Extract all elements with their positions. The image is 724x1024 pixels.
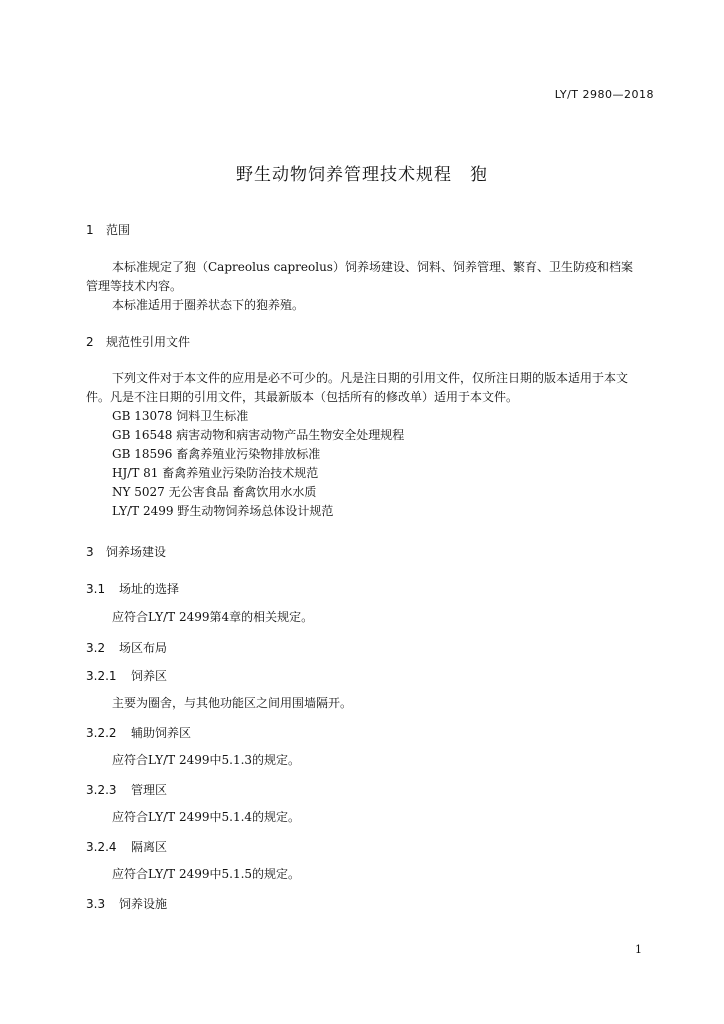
- section-number: 3.3: [86, 897, 106, 911]
- section-title: 范围: [106, 223, 131, 237]
- document-title: 野生动物饲养管理技术规程 狍: [236, 165, 488, 185]
- section-title: 场区布局: [119, 641, 168, 655]
- section-3-2-3-heading: [86, 781, 167, 798]
- section-title: 饲养设施: [119, 897, 168, 911]
- section-3-1-heading: [86, 580, 179, 597]
- reference-item: NY 5027 无公害食品 畜禽饮用水水质: [112, 485, 317, 499]
- section-3-2-heading: [86, 639, 167, 656]
- reference-item: LY/T 2499 野生动物饲养场总体设计规范: [112, 504, 334, 518]
- reference-item: GB 13078 饲料卫生标准: [112, 409, 249, 423]
- section-title: 隔离区: [131, 840, 168, 854]
- section-number: 3: [86, 545, 94, 559]
- section-number: 3.1: [86, 582, 106, 596]
- section-3-2-2-heading: [86, 724, 191, 741]
- reference-item: GB 18596 畜禽养殖业污染物排放标准: [112, 447, 321, 461]
- section-3-heading: [86, 543, 166, 560]
- section-3-2-4-heading: [86, 838, 167, 855]
- section-3-3-heading: [86, 895, 167, 912]
- standard-code: LY/T 2980—2018: [554, 88, 654, 101]
- section-title: 饲养区: [131, 669, 168, 683]
- section-number: 3.2.1: [86, 669, 117, 683]
- section-number: 3.2.2: [86, 726, 117, 740]
- paragraph: 下列文件对于本文件的应用是必不可少的。凡是注日期的引用文件，仅所注日期的版本适用于本文 件。凡是不注日期的引用文件，其最新版本（包括所有的修改单）适用于本文件。: [86, 371, 629, 404]
- paragraph: 应符合LY/T 2499中5.1.3的规定。: [112, 753, 301, 767]
- section-title: 管理区: [131, 783, 168, 797]
- paragraph: 本标准规定了狍（Capreolus capreolus）饲养场建设、饲料、饲养管理、繁育、卫生防疫和档案 管理等技术内容。 本标准适用于圈养状态下的狍养殖。: [86, 260, 633, 312]
- section-title: 辅助饲养区: [131, 726, 192, 740]
- section-number: 3.2: [86, 641, 106, 655]
- section-title: 场址的选择: [119, 582, 180, 596]
- reference-item: HJ/T 81 畜禽养殖业污染防治技术规范: [112, 466, 319, 480]
- paragraph: 应符合LY/T 2499中5.1.5的规定。: [112, 867, 301, 881]
- normative-reference-list: [112, 407, 404, 521]
- section-3-2-1-heading: [86, 667, 167, 684]
- section-number: 1: [86, 223, 94, 237]
- section-title: 饲养场建设: [106, 545, 167, 559]
- paragraph: 主要为圈舍，与其他功能区之间用围墙隔开。: [112, 696, 353, 710]
- page-number: 1: [635, 943, 642, 956]
- section-number: 2: [86, 335, 94, 349]
- paragraph: 应符合LY/T 2499第4章的相关规定。: [112, 610, 314, 624]
- section-number: 3.2.4: [86, 840, 117, 854]
- section-number: 3.2.3: [86, 783, 117, 797]
- section-1-heading: [86, 221, 130, 238]
- section-2-heading: [86, 333, 190, 350]
- paragraph: 应符合LY/T 2499中5.1.4的规定。: [112, 810, 301, 824]
- reference-item: GB 16548 病害动物和病害动物产品生物安全处理规程: [112, 428, 405, 442]
- section-title: 规范性引用文件: [106, 335, 191, 349]
